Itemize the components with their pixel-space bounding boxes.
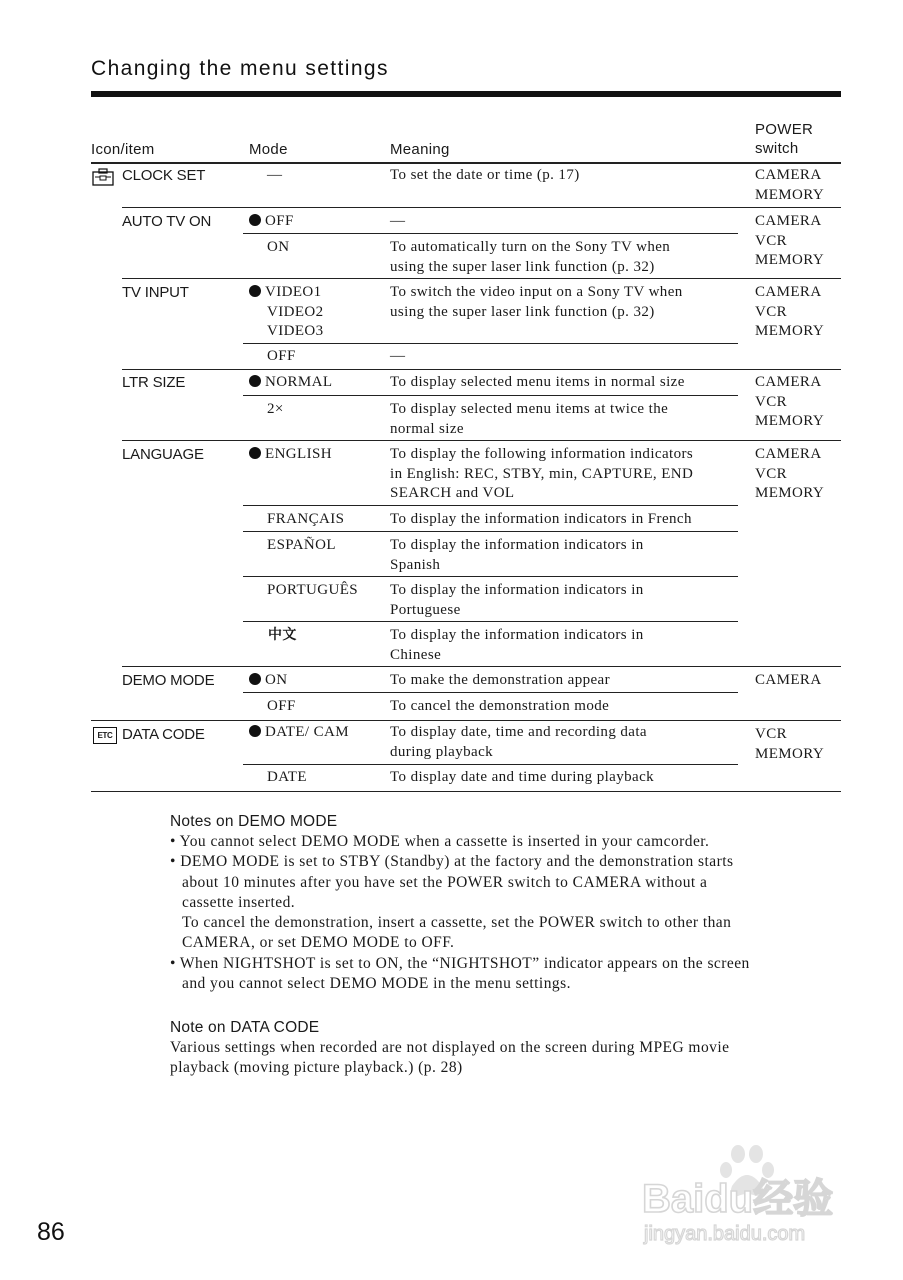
mode-label: VIDEO2 [267, 303, 324, 320]
language-mode-francais: FRANÇAIS [267, 511, 345, 527]
header-rule [91, 162, 841, 164]
default-marker-icon [249, 285, 261, 297]
data-code-meaning-date: To display date and time during playback [390, 769, 655, 785]
watermark-url: jingyan.baidu.com [644, 1223, 806, 1245]
power-value: MEMORY [755, 252, 825, 268]
row-divider [122, 278, 841, 279]
item-tv-input: TV INPUT [122, 284, 189, 301]
meaning-line: To display the following information indicators [390, 446, 694, 462]
mode-label: OFF [265, 213, 294, 229]
power-value: MEMORY [755, 485, 825, 501]
auto-tv-on-mode-on: ON [267, 239, 290, 255]
auto-tv-on-power [755, 212, 824, 271]
tv-input-mode-off: OFF [267, 348, 296, 364]
mode-divider [243, 343, 738, 344]
etc-menu-icon [93, 727, 117, 744]
power-value: VCR [755, 303, 788, 320]
row-divider [122, 207, 841, 208]
power-value: MEMORY [755, 186, 825, 203]
demo-mode-mode-off: OFF [267, 698, 296, 714]
power-value: CAMERA [755, 167, 822, 183]
mode-label: DATE/ CAM [265, 724, 350, 740]
default-marker-icon [249, 447, 261, 459]
mode-label: NORMAL [265, 374, 333, 390]
default-marker-icon [249, 725, 261, 737]
mode-divider [243, 692, 738, 693]
header-power [755, 120, 813, 158]
note-line: • DEMO MODE is set to STBY (Standby) at the factory and the demonstration starts [170, 853, 734, 871]
mode-divider [243, 576, 738, 577]
tv-input-meaning-off: — [390, 348, 406, 364]
ltr-size-mode-normal [249, 373, 332, 393]
baidu-watermark-logo [640, 1140, 855, 1250]
demo-mode-mode-on [249, 671, 287, 691]
mode-label: VIDEO1 [265, 284, 322, 300]
data-code-mode-date-cam [249, 723, 349, 743]
meaning-line: To automatically turn on the Sony TV when [390, 239, 671, 255]
power-value: CAMERA [755, 672, 822, 688]
default-marker-icon [249, 673, 261, 685]
item-data-code: DATA CODE [122, 726, 205, 743]
notes-data-code [170, 1018, 840, 1079]
demo-mode-meaning-off: To cancel the demonstration mode [390, 698, 610, 714]
page-number: 86 [37, 1218, 65, 1246]
mode-divider [243, 505, 738, 506]
power-value: VCR [755, 393, 788, 410]
power-value: CAMERA [755, 446, 822, 462]
language-meaning-english [390, 445, 693, 504]
meaning-line: To display the information indicators in [390, 582, 644, 598]
language-meaning-chinese [390, 626, 644, 665]
clock-set-mode: — [267, 167, 283, 183]
etc-icon-label: ETC [97, 731, 113, 740]
item-ltr-size: LTR SIZE [122, 374, 186, 391]
header-icon-item: Icon/item [91, 141, 155, 158]
power-value: MEMORY [755, 413, 825, 429]
notes-data-code-heading: Note on DATA CODE [170, 1019, 320, 1036]
setup-menu-icon [92, 168, 114, 186]
language-meaning-francais: To display the information indicators in French [390, 511, 692, 527]
row-divider [122, 440, 841, 441]
header-power-line2: switch [755, 140, 799, 157]
item-demo-mode: DEMO MODE [122, 672, 215, 689]
default-marker-icon [249, 375, 261, 387]
meaning-line: using the super laser link function (p. 32) [390, 303, 655, 320]
row-divider [122, 369, 841, 370]
language-power [755, 445, 824, 504]
clock-set-meaning: To set the date or time (p. 17) [390, 167, 580, 183]
header-mode: Mode [249, 141, 288, 158]
item-auto-tv-on: AUTO TV ON [122, 213, 212, 230]
mode-label: VIDEO3 [267, 323, 324, 339]
meaning-line: Spanish [390, 556, 441, 573]
item-clock-set: CLOCK SET [122, 167, 206, 184]
meaning-line: To switch the video input on a Sony TV when [390, 284, 683, 300]
language-meaning-portugues [390, 581, 644, 620]
meaning-line: normal size [390, 420, 464, 437]
mode-divider [243, 621, 738, 622]
language-mode-portugues: PORTUGUÊS [267, 582, 359, 598]
mode-divider [243, 764, 738, 765]
meaning-line: during playback [390, 743, 494, 760]
note-line: CAMERA, or set DEMO MODE to OFF. [182, 934, 455, 952]
power-value: VCR [755, 726, 788, 742]
auto-tv-on-meaning-off: — [390, 213, 406, 229]
language-mode-english [249, 445, 332, 465]
meaning-line: Chinese [390, 646, 442, 663]
note-line: Various settings when recorded are not displayed on the screen during MPEG movie [170, 1039, 730, 1056]
note-line: playback (moving picture playback.) (p. 28) [170, 1059, 463, 1077]
note-line: • When NIGHTSHOT is set to ON, the “NIGHTSHOT” indicator appears on the screen [170, 954, 750, 972]
title-rule [91, 91, 841, 97]
meaning-line: To display the information indicators in [390, 627, 644, 643]
auto-tv-on-mode-off [249, 212, 294, 232]
watermark-logo-text: Baidu经验 [642, 1177, 834, 1221]
note-line: about 10 minutes after you have set the POWER switch to CAMERA without a [182, 873, 708, 891]
language-meaning-espanol [390, 536, 644, 575]
row-divider [91, 720, 841, 721]
demo-mode-power [755, 671, 822, 691]
notes-demo-heading: Notes on DEMO MODE [170, 813, 338, 830]
power-value: MEMORY [755, 323, 825, 339]
language-mode-chinese: 中文 [268, 628, 297, 643]
mode-divider [243, 233, 738, 234]
note-line: To cancel the demonstration, insert a cassette, set the POWER switch to other than [182, 914, 732, 932]
power-value: CAMERA [755, 213, 822, 229]
mode-label: ON [265, 672, 288, 688]
notes-demo-mode [170, 812, 840, 994]
power-value: VCR [755, 465, 788, 482]
ltr-size-mode-2x: 2× [267, 401, 284, 417]
tv-input-power [755, 283, 824, 342]
meaning-line: using the super laser link function (p. 32) [390, 258, 655, 275]
ltr-size-meaning-2x [390, 400, 668, 439]
language-mode-espanol: ESPAÑOL [267, 537, 336, 553]
tv-input-meaning-video [390, 283, 683, 322]
power-value: MEMORY [755, 745, 825, 762]
ltr-size-power [755, 373, 824, 432]
note-line: • You cannot select DEMO MODE when a cassette is inserted in your camcorder. [170, 833, 710, 850]
data-code-meaning-date-cam [390, 723, 647, 762]
note-line: and you cannot select DEMO MODE in the menu settings. [182, 975, 571, 993]
clock-set-power [755, 166, 824, 205]
row-divider [122, 666, 841, 667]
meaning-line: Portuguese [390, 601, 461, 618]
meaning-line: To display the information indicators in [390, 537, 644, 553]
tv-input-mode-video [249, 283, 324, 342]
meaning-line: in English: REC, STBY, min, CAPTURE, END [390, 465, 694, 482]
data-code-mode-date: DATE [267, 769, 307, 785]
item-language: LANGUAGE [122, 446, 204, 463]
mode-label: ENGLISH [265, 446, 332, 462]
power-value: CAMERA [755, 284, 822, 300]
header-meaning: Meaning [390, 141, 450, 158]
header-power-line1: POWER [755, 121, 814, 138]
auto-tv-on-meaning-on [390, 238, 670, 277]
power-value: CAMERA [755, 374, 822, 390]
meaning-line: To display date, time and recording data [390, 724, 647, 740]
page-title: Changing the menu settings [91, 57, 389, 80]
power-value: VCR [755, 232, 788, 249]
meaning-line: To display selected menu items at twice the [390, 401, 669, 417]
note-line: cassette inserted. [182, 893, 296, 911]
default-marker-icon [249, 214, 261, 226]
table-bottom-rule [91, 791, 841, 792]
ltr-size-meaning-normal: To display selected menu items in normal size [390, 374, 685, 390]
mode-divider [243, 531, 738, 532]
demo-mode-meaning-on: To make the demonstration appear [390, 672, 611, 688]
meaning-line: SEARCH and VOL [390, 485, 515, 501]
data-code-power [755, 725, 824, 764]
mode-divider [243, 395, 738, 396]
